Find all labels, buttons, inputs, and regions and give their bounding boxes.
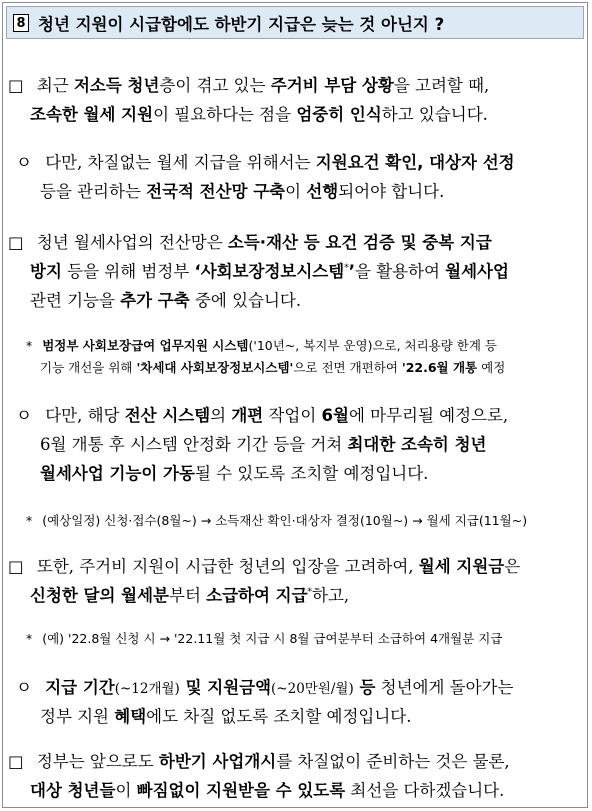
section-title-bar [6, 6, 584, 39]
circle-bullet: ㅇ [16, 153, 32, 172]
circle-bullet: ㅇ [16, 406, 32, 425]
section-title: 청년 지원이 시급함에도 하반기 지급은 늦는 것 아닌지 ? [38, 14, 445, 34]
p7-line2: 대상 청년들이 빠짐없이 지원받을 수 있도록 최선을 다하겠습니다. [30, 781, 505, 800]
section-number-box: 8 [13, 14, 29, 32]
p1-line1: □ 최근 저소득 청년층이 겪고 있는 주거비 부담 상황을 고려할 때, [8, 76, 490, 95]
p4-line1: ㅇ 다만, 해당 전산 시스템의 개편 작업이 6월에 마무리될 예정으로, [16, 406, 509, 425]
star-marker: * [26, 513, 33, 528]
star-marker: * [26, 631, 33, 646]
star-marker: * [26, 338, 33, 353]
p2-line1: ㅇ 다만, 차질없는 월세 지급을 위해서는 지원요건 확인, 대상자 선정 [16, 153, 515, 172]
footnote-3: * (예) '22.8월 신청 시 → '22.11월 첫 지급 시 8월 급여분부터 소급하여 4개월분 지급 [26, 631, 503, 646]
circle-bullet: ㅇ [16, 678, 32, 697]
footnote-2: * (예상일정) 신청·접수(8월~) → 소득재산 확인·대상자 결정(10월~) → 월세 지급(11월~) [26, 513, 528, 528]
p3-line3: 관련 기능을 추가 구축 중에 있습니다. [30, 291, 302, 310]
p6-line1: ㅇ 지급 기간(~12개월) 및 지원금액(~20만원/월) 등 청년에게 돌아가는 [16, 678, 514, 697]
p3-line1: □ 청년 월세사업의 전산망은 소득·재산 등 요건 검증 및 중복 지급 [8, 233, 492, 252]
square-bullet: □ [8, 752, 24, 771]
p1-line2: 조속한 월세 지원이 필요하다는 점을 엄중히 인식하고 있습니다. [30, 105, 488, 124]
p5-line2: 신청한 달의 월세분부터 소급하여 지급*하고, [30, 586, 350, 605]
p6-line2: 정부 지원 혜택에도 차질 없도록 조치할 예정입니다. [40, 707, 412, 726]
footnote-1-line2: 기능 개선을 위해 '차세대 사회보장정보시스템'으로 전면 개편하여 '22.6월 개통 예정 [40, 360, 506, 375]
p4-line2: 6월 개통 후 시스템 안정화 기간 등을 거쳐 최대한 조속히 청년 [40, 435, 487, 454]
p2-line2: 등을 관리하는 전국적 전산망 구축이 선행되어야 합니다. [40, 182, 445, 201]
square-bullet: □ [8, 233, 24, 252]
p7-line1: □ 정부는 앞으로도 하반기 사업개시를 차질없이 준비하는 것은 물론, [8, 752, 510, 771]
p5-line1: □ 또한, 주거비 지원이 시급한 청년의 입장을 고려하여, 월세 지원금은 [8, 557, 521, 576]
p3-line2: 방지 등을 위해 범정부 ‘사회보장정보시스템*’을 활용하여 월세사업 [30, 262, 509, 281]
footnote-1-line1: * 범정부 사회보장급여 업무지원 시스템('10년~, 복지부 운영)으로, 처리용량 한계 등 [26, 338, 498, 353]
square-bullet: □ [8, 557, 24, 576]
p4-line3: 월세사업 기능이 가동될 수 있도록 조치할 예정입니다. [40, 464, 429, 483]
square-bullet: □ [8, 76, 24, 95]
